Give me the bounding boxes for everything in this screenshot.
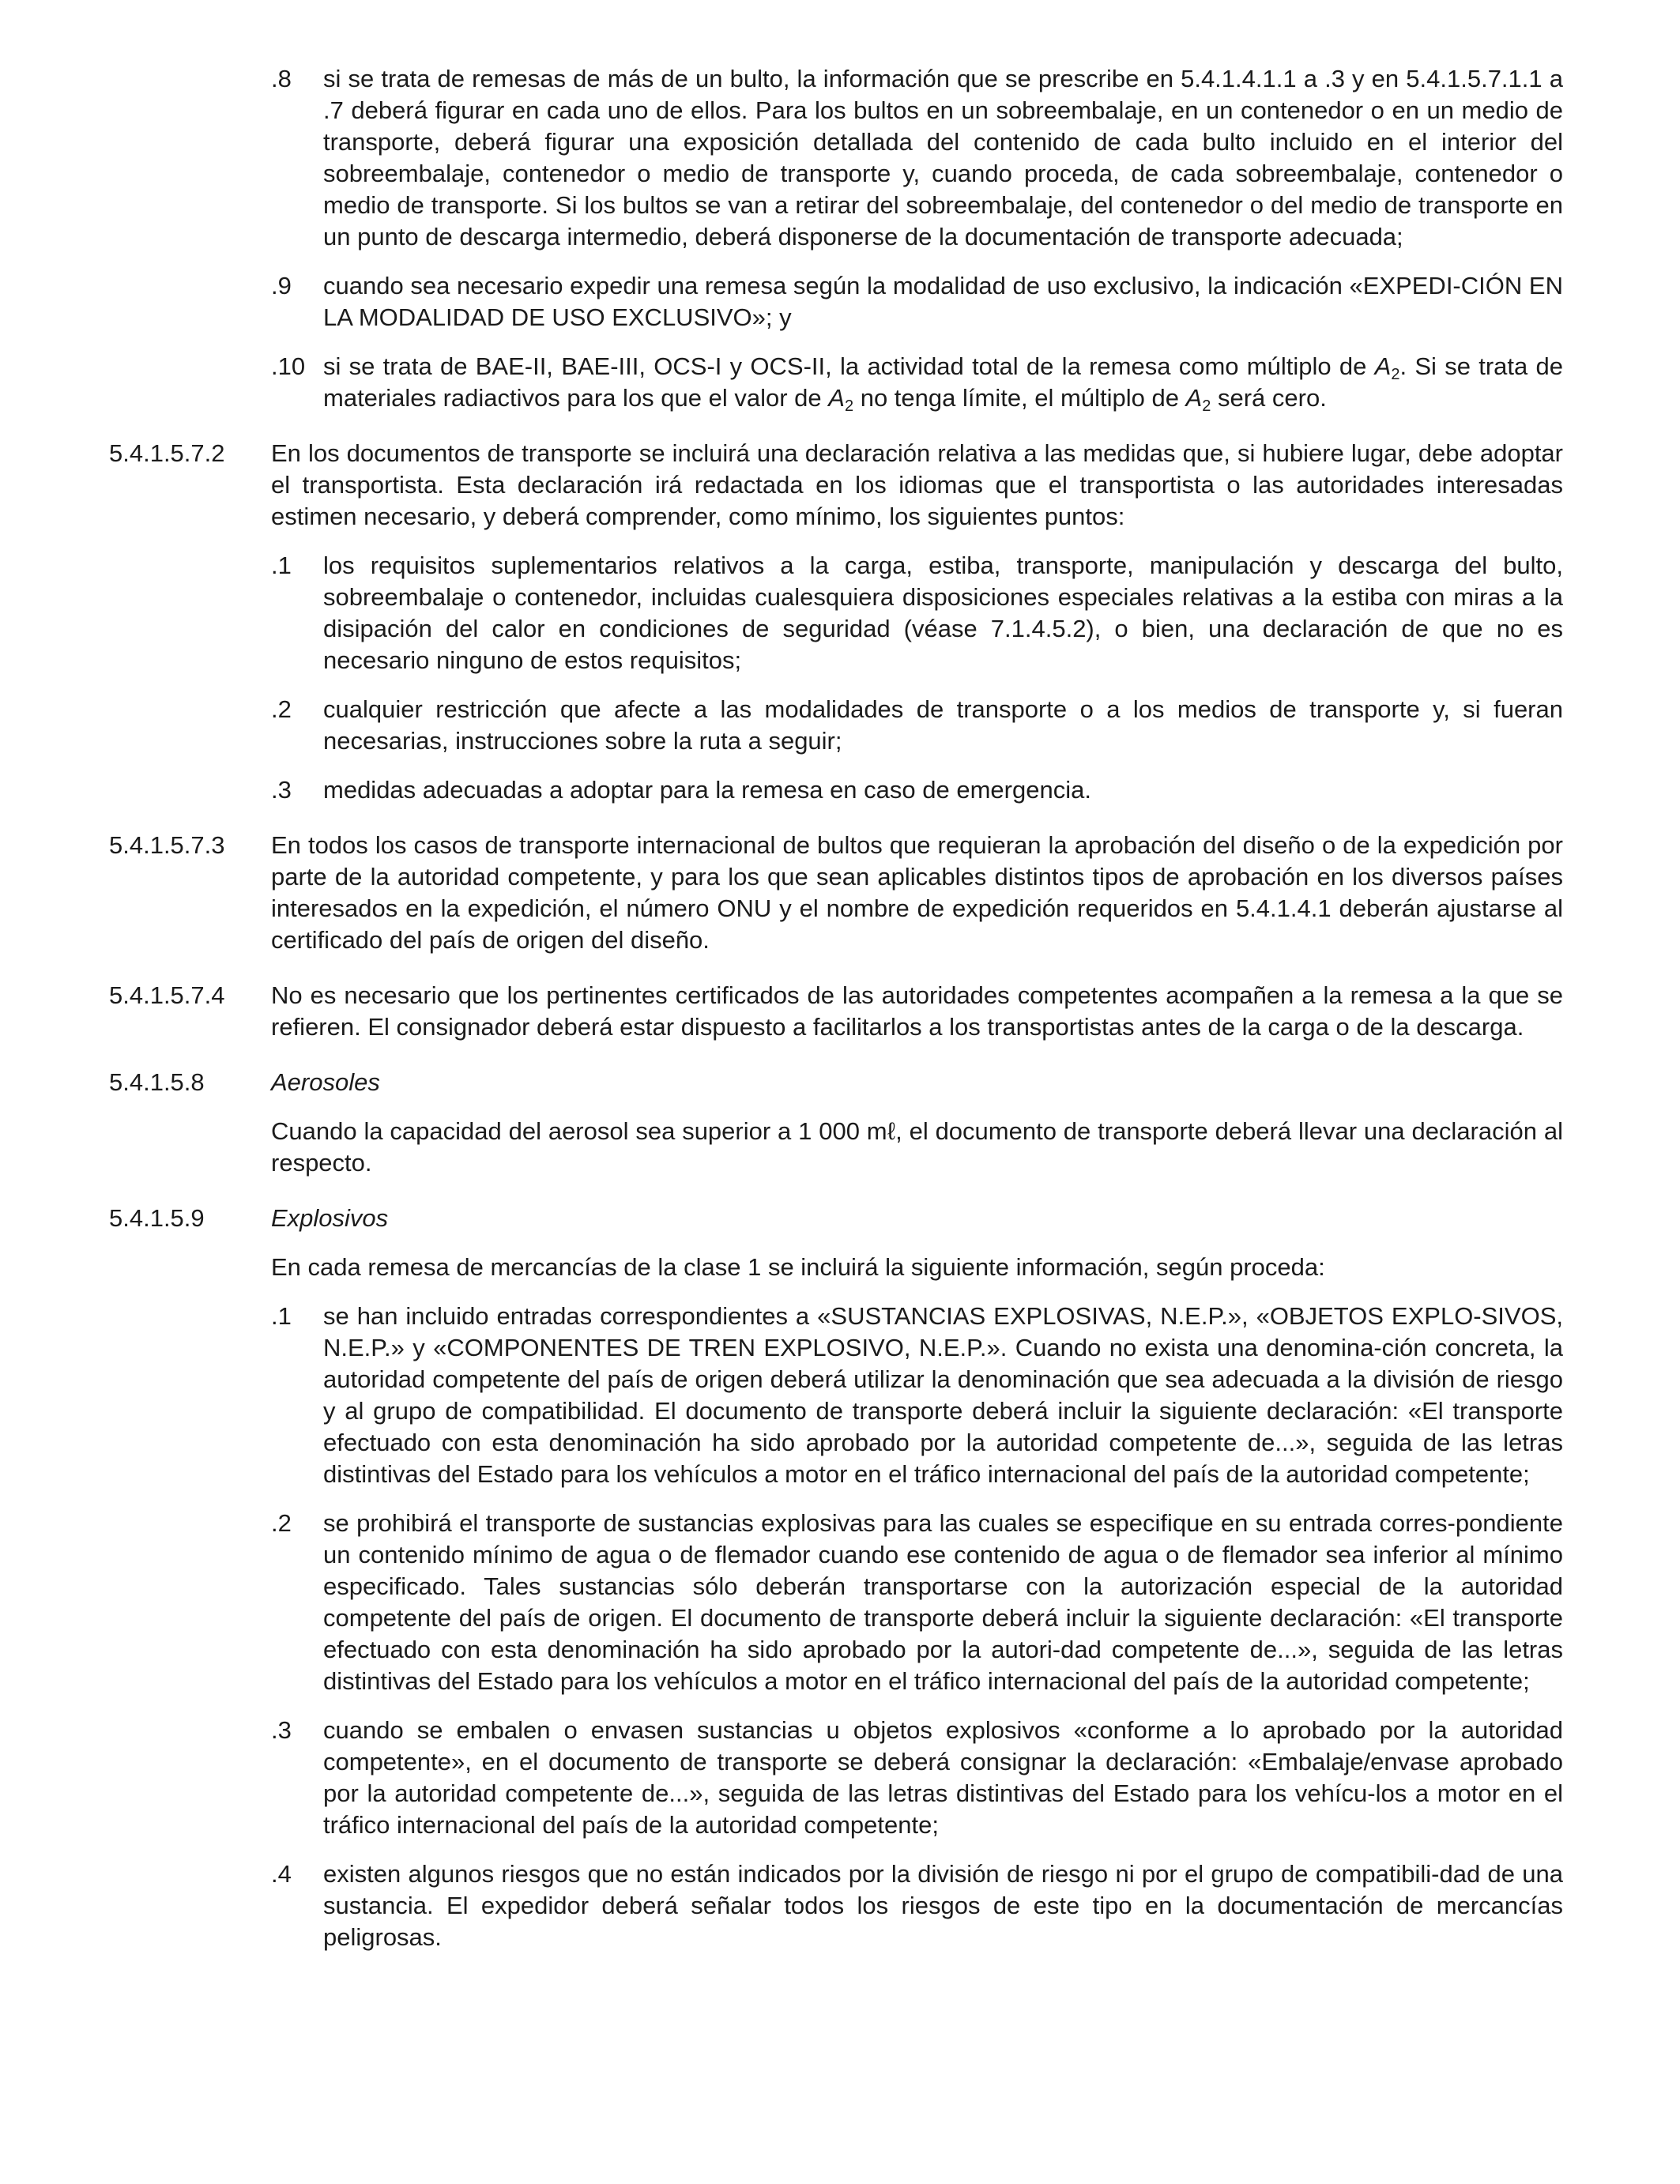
list-item bbox=[271, 550, 1563, 676]
symbol-a: A bbox=[1185, 384, 1203, 412]
item-number: .4 bbox=[271, 1860, 292, 1888]
list-item bbox=[271, 351, 1563, 414]
item-text: los requisitos suplementarios relativos a la carga, estiba, transporte, manipulación y descarga del bulto, sobreembalaje o contenedor, incluidas cualesquiera disposiciones especiales relativas a la estiba con miras a la disipación del calor en condiciones de seguridad (véase 7.1.4.5.2), o bien, una declaración de que no es necesario ninguno de estos requisitos; bbox=[323, 552, 1563, 674]
text-run: . Si se trata de materiales radiactivos para los que el valor de bbox=[323, 352, 1563, 412]
symbol-subscript: 2 bbox=[1391, 366, 1400, 383]
item-text: cuando se embalen o envasen sustancias u objetos explosivos «conforme a lo aprobado por la autoridad competente», en el documento de transporte se deberá consignar la declaración: «Embalaje/envase aprobado por la autoridad competente de...», seguida de las letras distintivas del Estado para los vehícu-los a motor en el tráfico internacional del país de la autoridad competente; bbox=[323, 1716, 1563, 1839]
section-text: En todos los casos de transporte internacional de bultos que requieran la aprobación del diseño o de la expedición por parte de la autoridad competente, y para los que sean aplicables distintos tipos de aprobación en los diversos países interesados en la expedición, el número ONU y el nombre de expedición requeridos en 5.4.1.4.1 deberán ajustarse al certificado del país de origen del diseño. bbox=[271, 831, 1563, 954]
section-5-4-1-5-9 bbox=[109, 1203, 1563, 1234]
item-number: .1 bbox=[271, 1302, 292, 1330]
unit-symbol: ℓ bbox=[887, 1117, 896, 1145]
item-number: .3 bbox=[271, 1716, 292, 1744]
item-number: .8 bbox=[271, 65, 292, 92]
list-item bbox=[271, 270, 1563, 333]
list-item bbox=[271, 1858, 1563, 1953]
item-number: .10 bbox=[271, 352, 306, 380]
text-run: si se trata de BAE-II, BAE-III, OCS-I y OCS-II, la actividad total de la remesa como múltiplo de bbox=[323, 352, 1375, 380]
symbol-subscript: 2 bbox=[844, 397, 854, 415]
section-text: No es necesario que los pertinentes certificados de las autoridades competentes acompañen a la remesa a la que se refieren. El consignador deberá estar dispuesto a facilitarlos a los transportistas antes de la carga o de la descarga. bbox=[271, 981, 1563, 1041]
item-text: existen algunos riesgos que no están indicados por la división de riesgo ni por el grupo de compatibili-dad de una sustancia. El expedidor deberá señalar todos los riesgos de este tipo en la documentación de mercancías peligrosas. bbox=[323, 1860, 1563, 1951]
list-item bbox=[271, 1508, 1563, 1697]
paragraph: En cada remesa de mercancías de la clase 1 se incluirá la siguiente información, según proceda: bbox=[271, 1253, 1325, 1281]
section-text: En los documentos de transporte se incluirá una declaración relativa a las medidas que, si hubiere lugar, debe adoptar el transportista. Esta declaración irá redactada en los idiomas que el transportista o las autoridades interesadas estimen necesario, y deberá comprender, como mínimo, los siguientes puntos: bbox=[271, 439, 1563, 530]
section-number: 5.4.1.5.7.3 bbox=[109, 831, 225, 859]
item-number: .2 bbox=[271, 1509, 292, 1537]
item-text bbox=[323, 351, 1563, 414]
section-5-4-1-5-7-3 bbox=[109, 830, 1563, 956]
text-run: Cuando la capacidad del aerosol sea superior a 1 000 m bbox=[271, 1117, 887, 1145]
section-number: 5.4.1.5.8 bbox=[109, 1068, 205, 1096]
text-run: , el documento de transporte deberá llevar una declaración al respecto. bbox=[271, 1117, 1563, 1177]
section-5-4-1-5-7-2 bbox=[109, 438, 1563, 533]
item-text: cuando sea necesario expedir una remesa según la modalidad de uso exclusivo, la indicación «EXPEDI-CIÓN EN LA MODALIDAD DE USO EXCLUSIVO»; y bbox=[323, 272, 1563, 331]
section-title: Explosivos bbox=[271, 1204, 389, 1232]
symbol-a: A bbox=[1374, 352, 1392, 380]
item-text: medidas adecuadas a adoptar para la remesa en caso de emergencia. bbox=[323, 776, 1091, 804]
text-run: no tenga límite, el múltiplo de bbox=[853, 384, 1186, 412]
item-text: si se trata de remesas de más de un bulto, la información que se prescribe en 5.4.1.4.1.1 a .3 y en 5.4.1.5.7.1.1 a .7 deberá figurar en cada uno de ellos. Para los bultos en un sobreembalaje, en un contenedor o en un medio de transporte, deberá figurar una exposición detallada del contenido de cada bulto incluido en el interior del sobreembalaje, contenedor o medio de transporte y, cuando proceda, de cada sobreembalaje, contenedor o medio de transporte. Si los bultos se van a retirar del sobreembalaje, del contenedor o del medio de transporte en un punto de descarga intermedio, deberá disponerse de la documentación de transporte adecuada; bbox=[323, 65, 1563, 250]
section-number: 5.4.1.5.7.2 bbox=[109, 439, 225, 467]
symbol-subscript: 2 bbox=[1202, 397, 1211, 415]
section-5-4-1-5-7-4 bbox=[109, 980, 1563, 1043]
list-item bbox=[271, 63, 1563, 253]
list-item bbox=[271, 694, 1563, 757]
section-5-4-1-5-8 bbox=[109, 1067, 1563, 1098]
item-number: .3 bbox=[271, 776, 292, 804]
item-number: .1 bbox=[271, 552, 292, 579]
symbol-a: A bbox=[828, 384, 845, 412]
paragraph bbox=[271, 1116, 1563, 1179]
document-page bbox=[109, 63, 1563, 1971]
list-item bbox=[271, 774, 1563, 806]
section-number: 5.4.1.5.9 bbox=[109, 1204, 205, 1232]
section-title: Aerosoles bbox=[271, 1068, 380, 1096]
section-number: 5.4.1.5.7.4 bbox=[109, 981, 225, 1009]
item-text: se prohibirá el transporte de sustancias explosivas para las cuales se especifique en su entrada corres-pondiente un contenido mínimo de agua o de flemador cuando ese contenido de agua o de flemador sea inferior al mínimo especificado. Tales sustancias sólo deberán transportarse con la autorización especial de la autoridad competente del país de origen. El documento de transporte deberá incluir la siguiente declaración: «El transporte efectuado con esta denominación ha sido aprobado por la autori-dad competente de...», seguida de las letras distintivas del Estado para los vehículos a motor en el tráfico internacional del país de la autoridad competente; bbox=[323, 1509, 1563, 1695]
item-text: cualquier restricción que afecte a las modalidades de transporte o a los medios de transporte y, si fueran necesarias, instrucciones sobre la ruta a seguir; bbox=[323, 695, 1563, 755]
item-text: se han incluido entradas correspondientes a «SUSTANCIAS EXPLOSIVAS, N.E.P.», «OBJETOS EXPLO-SIVOS, N.E.P.» y «COMPONENTES DE TREN EXPLOSIVO, N.E.P.». Cuando no exista una denomina-ción concreta, la autoridad competente del país de origen deberá utilizar la denominación que sea adecuada a la división de riesgo y al grupo de compatibilidad. El documento de transporte deberá incluir la siguiente declaración: «El transporte efectuado con esta denominación ha sido aprobado por la autoridad competente de...», seguida de las letras distintivas del Estado para los vehículos a motor en el tráfico internacional del país de la autoridad competente; bbox=[323, 1302, 1563, 1488]
item-number: .9 bbox=[271, 272, 292, 299]
list-item bbox=[271, 1301, 1563, 1490]
text-run: será cero. bbox=[1211, 384, 1327, 412]
list-item bbox=[271, 1715, 1563, 1841]
item-number: .2 bbox=[271, 695, 292, 723]
